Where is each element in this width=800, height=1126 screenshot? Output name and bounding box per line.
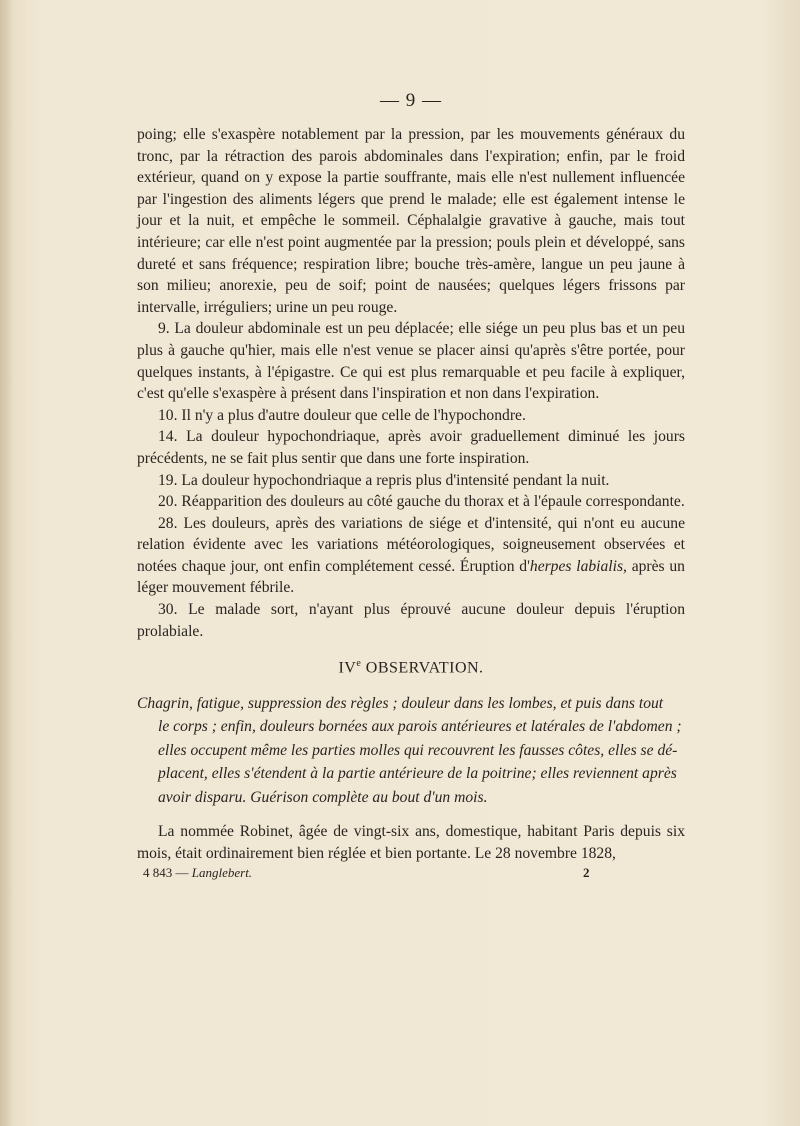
summary-line: avoir disparu. Guérison complète au bout d'un mois.: [158, 788, 488, 806]
page-content: [137, 90, 685, 883]
heading-superscript: e: [356, 658, 362, 670]
heading-word: OBSERVATION.: [361, 659, 484, 677]
page-number: — 9 —: [380, 90, 442, 111]
summary-line: le corps ; enfin, douleurs bornées aux parois antérieures et latérales de l'abdomen ;: [158, 718, 682, 736]
page-footer: [137, 865, 685, 883]
author-name: Langlebert.: [191, 865, 253, 881]
summary-line: Chagrin, fatigue, suppression des règles ; douleur dans les lombes, et puis dans tout: [137, 694, 664, 712]
paragraph-continuation: poing; elle s'exaspère notablement par la pression, par les mouvements généraux du tronc, par la rétraction des parois abdominales dans l'expiration; enfin, par le froid extérieur, quand on y expose la partie souffrante, mais elle n'est nullement influencée par l'ingestion des aliments légers que prend le malade; elle est également intense le jour et la nuit, et empêche le sommeil. Céphalalgie gravative à gauche, mais tout intérieure; car elle n'est point augmentée par la pression; pouls plein et développé, sans dureté et sans fréquence; respiration libre; bouche très-amère, langue un peu jaune à son milieu; anorexie, peu de soif; point de nausées; quelques légers frissons par intervalle, irréguliers; urine un peu rouge.: [137, 126, 685, 316]
sheet-number: 2: [583, 865, 590, 881]
herpes-labialis-term: herpes labialis: [529, 557, 624, 575]
paragraph-day-28-tail: , après un léger mouvement fébrile.: [137, 557, 685, 597]
paragraph-day-14: 14. La douleur hypochondriaque, après avoir graduellement diminué les jours précédents, ne se fait plus sentir que dans une forte inspiration.: [137, 428, 685, 467]
summary-line: elles occupent même les parties molles qui recouvrent les fausses côtes, elles se dé-: [158, 741, 678, 759]
paragraph-day-10: 10. Il n'y a plus d'autre douleur que celle de l'hypochondre.: [158, 406, 526, 424]
summary-line: placent, elles s'étendent à la partie antérieure de la poitrine; elles reviennent après: [158, 765, 677, 783]
observation-summary: [137, 692, 685, 810]
heading-roman: IV: [338, 659, 357, 677]
binding-shadow: [0, 0, 14, 1126]
paragraph-day-20: 20. Réapparition des douleurs au côté gauche du thorax et à l'épaule correspondante.: [158, 493, 685, 511]
signature-number: 4 843 —: [143, 865, 192, 881]
paragraph-day-9: 9. La douleur abdominale est un peu déplacée; elle siége un peu plus bas et un peu plus à gauche qu'hier, mais elle n'est venue se placer ainsi qu'après s'être portée, pour quelques instants, à l'épigastre. Ce qui est plus remarquable et peu facile à expliquer, c'est qu'elle s'exaspère à présent dans l'inspiration et non dans l'expiration.: [137, 320, 685, 403]
paragraph-robinet: La nommée Robinet, âgée de vingt-six ans, domestique, habitant Paris depuis six mois, était ordinairement bien réglée et bien portante. Le 28 novembre 1828,: [137, 823, 685, 862]
paragraph-day-28-text: 28. Les douleurs, après des variations de siége et d'intensité, qui n'ont eu aucune relation évidente avec les variations météorologiques, soigneusement observées et notées chaque jour, ont enfin complétement cessé. Éruption d': [137, 514, 685, 575]
paragraph-day-28: [137, 513, 685, 599]
paragraph-day-30: 30. Le malade sort, n'ayant plus éprouvé aucune douleur depuis l'éruption prolabiale.: [137, 601, 685, 640]
printer-signature: [143, 865, 252, 881]
paragraph-day-19: 19. La douleur hypochondriaque a repris plus d'intensité pendant la nuit.: [158, 471, 610, 489]
observation-heading: [137, 658, 685, 677]
